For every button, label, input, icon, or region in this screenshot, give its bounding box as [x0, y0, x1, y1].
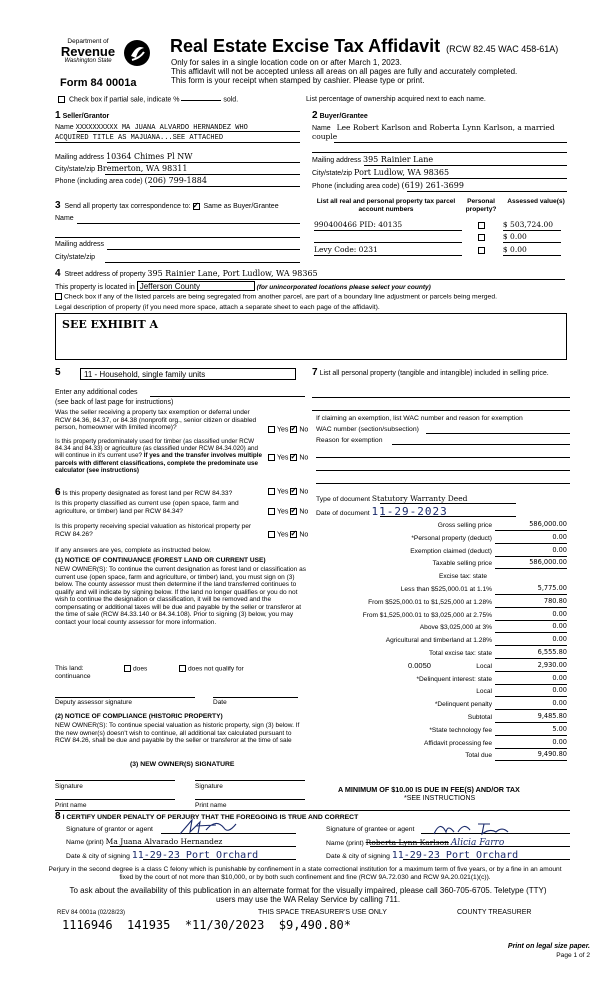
- seller-name-block: Name XXXXXXXXXX MA JUANA ALVARDO HERNANDEZ WHO ACQUIRED TITLE AS MAJUANA...SEE ATTACHED: [55, 124, 300, 143]
- calc-label: Less than $525,000.01 at 1.1%: [400, 586, 492, 593]
- q2-no-checkbox[interactable]: [290, 454, 297, 461]
- parcel-row: [314, 246, 570, 256]
- grantor-name-value: Ma Juana Alvarado Hernandez: [105, 837, 223, 846]
- grantee-date-value: 11-29-23 Port Orchard: [391, 850, 519, 861]
- form-number: Form 84 0001a: [60, 77, 137, 89]
- segregated-checkbox[interactable]: [55, 293, 62, 300]
- this-land-label: This land: continuance: [55, 665, 91, 680]
- calc-label: Affidavit processing fee: [423, 739, 492, 747]
- local-rate: 0.0050: [408, 660, 431, 670]
- street-address-value: 395 Rainier Lane, Port Ludlow, WA 98365: [147, 269, 318, 278]
- dept-line2: Revenue: [60, 44, 116, 60]
- personal-property-checkbox[interactable]: [478, 247, 485, 254]
- parcel-row: [314, 221, 570, 231]
- partial-sale-label: Check box if partial sale, indicate %: [68, 96, 180, 104]
- legal-description-label: Legal description of property (if you need more space, attach a separate sheet to each page of the affidavit).: [55, 304, 380, 311]
- correspondence-row: 3 Send all property tax correspondence to: ✓ Same as Buyer/Grantee: [55, 200, 279, 212]
- q6a-no-checkbox[interactable]: [290, 488, 297, 495]
- grantor-signature-row[interactable]: Signature of grantor or agent: [66, 826, 296, 834]
- assessed-value: $ 0.00: [503, 233, 561, 243]
- q1-no-checkbox[interactable]: [290, 426, 297, 433]
- calc-value: 0.00: [495, 739, 567, 749]
- calc-value: 0.00: [495, 636, 567, 646]
- calc-label: *State technology fee: [429, 726, 492, 734]
- street-address-row: 4 Street address of property 395 Rainier Lane, Port Ludlow, WA 98365: [55, 268, 565, 280]
- parcels-col3-header: Assessed value(s): [507, 198, 565, 205]
- minimum-due-note: A MINIMUM OF $10.00 IS DUE IN FEE(S) AND/OR TAX: [338, 785, 520, 794]
- buyer-heading: 2 Buyer/Grantee: [312, 110, 368, 121]
- grantor-date-value: 11-29-23 Port Orchard: [131, 850, 259, 861]
- certify-heading: 8 I CERTIFY UNDER PENALTY OF PERJURY THAT THE FOREGOING IS TRUE AND CORRECT: [55, 811, 359, 822]
- deputy-date-line[interactable]: Date: [213, 697, 298, 706]
- subtitle-line2: This affidavit will not be accepted unless all areas on all pages are fully and accurately completed.: [171, 67, 518, 77]
- calc-label: Agricultural and timberland at 1.28%: [385, 637, 492, 645]
- calc-value: 9,485.80: [495, 713, 567, 723]
- parcel-number: Levy Code: 0231: [314, 245, 378, 254]
- revision-code: REV 84 0001a (02/28/23): [57, 910, 126, 916]
- calc-label: From $525,000.01 to $1,525,000 at 1.28%: [368, 598, 492, 606]
- assessed-value: $ 503,724.00: [503, 221, 561, 231]
- claim-exemption-label: If claiming an exemption, list WAC number and reason for exemption: [316, 415, 523, 422]
- dor-swirl-icon: [122, 38, 152, 68]
- exemption-question: Was the seller receiving a property tax exemption or deferral under RCW 84.36, 84.37, or 84.38 (nonprofit org., senior citizen or disabled person, homeowner with limited income)?: [55, 409, 257, 432]
- calc-value: 780.80: [495, 598, 567, 608]
- additional-codes-row: Enter any additional codes: [55, 389, 305, 397]
- historic-question: Is this property receiving special valuation as historical property per RCW 84.26?: [55, 523, 252, 538]
- same-as-buyer-checkbox[interactable]: [193, 203, 200, 210]
- treasurer-stamp: 1116946 141935 *11/30/2023 $9,490.80*: [62, 918, 351, 932]
- grantee-date-row: Date & city of signing 11-29-23 Port Orchard: [326, 850, 570, 860]
- partial-sale-row: [58, 96, 238, 104]
- deputy-signature-line[interactable]: Deputy assessor signature: [55, 697, 195, 706]
- perjury-notice: Perjury in the second degree is a class C felony which is punishable by confinement in a state correctional institution for a maximum term of five years, or by a fine in an amount fixed by the court of not more than $10,000, or by both such confinement and fine (RCW 9A.72.030 and RCW 9A.20.021(1)(c)).: [48, 866, 562, 881]
- form-subtitle: [171, 58, 591, 86]
- buyer-phone-value: (619) 261-3699: [401, 181, 464, 190]
- document-type-row: Type of document Statutory Warranty Deed: [316, 495, 516, 504]
- calc-row: [312, 687, 567, 698]
- segregated-row: Check box if any of the listed parcels are being segregated from another parcel, are part of a boundary line adjustment or parcels being merged.: [55, 293, 497, 301]
- calc-row: [312, 662, 567, 673]
- see-back-note: (see back of last page for instructions): [55, 399, 174, 406]
- correspondence-mailing-row: Mailing address: [55, 241, 300, 250]
- calc-row: [312, 636, 567, 647]
- buyer-name-block: Name Lee Robert Karlson and Roberta Lynn Karlson, a married couple: [312, 124, 567, 153]
- form-rcw: (RCW 82.45 WAC 458-61A): [446, 44, 559, 54]
- county-select[interactable]: Jefferson County: [137, 281, 255, 291]
- calc-row: [312, 739, 567, 750]
- section5-num: 5: [55, 367, 61, 378]
- calc-row: [312, 623, 567, 634]
- seller-mailing-value: 10364 Chimes Pl NW: [105, 152, 193, 161]
- calc-row: [312, 713, 567, 724]
- calc-label: Total due: [465, 752, 492, 760]
- grantor-date-row: Date & city of signing 11-29-23 Port Orchard: [66, 850, 296, 860]
- calc-row: [312, 700, 567, 711]
- document-date-row: Date of document 11-29-2023: [316, 506, 516, 517]
- new-owner-sig-title: (3) NEW OWNER(S) SIGNATURE: [130, 761, 235, 768]
- grantee-signature-row[interactable]: Signature of grantee or agent: [326, 826, 570, 834]
- calc-label: Total excise tax: state: [428, 650, 492, 657]
- seller-phone-row: Phone (including area code) (206) 799-1884: [55, 176, 300, 187]
- form-title-row: [170, 36, 558, 57]
- calc-value: 0.00: [495, 547, 567, 557]
- grantor-signature-scribble: [176, 816, 246, 838]
- calc-value: 0.00: [495, 687, 567, 697]
- does-qualify-checkbox[interactable]: [124, 665, 131, 672]
- historic-yes-no: Yes ✓ No: [268, 531, 308, 539]
- qualify-options: does does not qualify for: [124, 665, 244, 673]
- seller-mailing-row: Mailing address 10364 Chimes Pl NW: [55, 152, 300, 163]
- calc-row: [312, 751, 567, 762]
- county-row: This property is located in Jefferson County (for unincorporated locations please select your county): [55, 282, 431, 291]
- notice2-body: NEW OWNER(S): To continue special valuation as historic property, sign (3) below. If the new owner(s) doesn't wish to continue, all additional tax calculated pursuant to RCW 84.26, shall be due and payable by the seller or transferor at the time of sale: [55, 722, 300, 745]
- calc-row: [312, 611, 567, 622]
- exemption-yes-no: Yes ✓ No: [268, 426, 308, 434]
- buyer-mailing-value: 395 Rainier Lane: [362, 155, 434, 164]
- personal-property-checkbox[interactable]: [478, 234, 485, 241]
- calc-value: 9,490.80: [495, 751, 567, 761]
- seller-heading: 1 Seller/Grantor: [55, 110, 110, 121]
- buyer-city-value: Port Ludlow, WA 98365: [354, 168, 450, 177]
- calc-label: Local: [476, 688, 492, 696]
- grantee-signature-scribble: [430, 818, 520, 838]
- notice1-body: NEW OWNER(S): To continue the current designation as forest land or classification as current use (open space, farm and agriculture, or timber) land, you must sign on (3) below. The county assessor must then determine if the land transferred continues to qualify and will indicate by signing below. If the land no longer qualifies or you do not wish to continue the designation or classification, it will be removed and the compensating or additional taxes will be due and payable by the seller or transferor at the time of sale (RCW 84.33.140 or 84.34.108). Prior to signing (3) below, you may contact your local county assessor for more information.: [55, 566, 306, 626]
- calc-value: 586,000.00: [495, 559, 567, 569]
- calc-value: 2,930.00: [495, 662, 567, 672]
- subtitle-line1: Only for sales in a single location code on or after March 1, 2023.: [171, 58, 402, 67]
- notice1-title: (1) NOTICE OF CONTINUANCE (FOREST LAND OR CURRENT USE): [55, 557, 266, 564]
- legal-description-value: SEE EXHIBIT A: [62, 318, 158, 331]
- page-number: Page 1 of 2: [556, 952, 590, 959]
- calc-label: *Delinquent penalty: [434, 701, 492, 709]
- partial-sale-sold: sold.: [223, 96, 239, 104]
- buyer-phone-row: Phone (including area code) (619) 261-3699: [312, 181, 567, 192]
- q6a-yes-checkbox[interactable]: [268, 488, 275, 495]
- seller-city-value: Bremerton, WA 98311: [97, 164, 188, 173]
- document-type-value: Statutory Warranty Deed: [371, 494, 468, 503]
- see-instructions-note: *SEE INSTRUCTIONS: [404, 795, 476, 802]
- owner-print-name-label[interactable]: Print name: [55, 802, 87, 809]
- calc-row: [312, 726, 567, 737]
- subtitle-line3: This form is your receipt when stamped by cashier. Please type or print.: [171, 76, 425, 86]
- owner-print-name-label-2[interactable]: Print name: [195, 802, 227, 809]
- seller-phone-value: (206) 799-1884: [144, 176, 207, 185]
- forest-yes-no: Yes ✓ No: [268, 488, 308, 496]
- document-date-value: 11-29-2023: [371, 505, 448, 518]
- parcels-col1-header: List all real and personal property tax parcel account numbers: [316, 198, 456, 213]
- owner-signature-label-2[interactable]: Signature: [195, 783, 223, 790]
- calc-value: 5.00: [495, 726, 567, 736]
- calc-row: [312, 649, 567, 660]
- dept-line1: Department of: [67, 38, 109, 45]
- current-use-question: Is this property classified as current use (open space, farm and agriculture, or timber) land per RCW 84.34?: [55, 500, 239, 515]
- form-title: Real Estate Excise Tax Affidavit: [170, 36, 441, 56]
- calc-value: 0.00: [495, 623, 567, 633]
- calc-label: Local: [476, 662, 492, 670]
- q6c-no-checkbox[interactable]: [290, 531, 297, 538]
- current-use-yes-no: Yes ✓ No: [268, 508, 308, 516]
- seller-name-value: XXXXXXXXXX MA JUANA ALVARDO HERNANDEZ WHO: [75, 124, 248, 132]
- dor-logo: [58, 38, 118, 65]
- personal-property-list: 7 List all personal property (tangible and intangible) included in selling price.: [312, 367, 549, 378]
- alternate-format-notice: To ask about the availability of this publication in an alternate format for the visually impaired, please call 360-705-6705. Teletype (TTY) users may use the WA Relay Service by calling 711.: [69, 886, 547, 905]
- calc-label: Gross selling price: [437, 522, 492, 529]
- grantee-name-struck: Roberta Lynn Karlson: [365, 838, 449, 847]
- parcel-row: [314, 233, 570, 243]
- buyer-name-value: Lee Robert Karlson and Roberta Lynn Karlson, a married couple: [312, 123, 555, 142]
- calc-value: 5,775.00: [495, 585, 567, 595]
- calc-value: 0.00: [495, 675, 567, 685]
- calc-label: Exemption claimed (deduct): [410, 547, 492, 555]
- timber-yes-no: Yes ✓ No: [268, 454, 308, 462]
- reason-exemption-row: Reason for exemption: [316, 437, 570, 445]
- calc-label: *Personal property (deduct): [411, 534, 492, 542]
- timber-question: Is this property predominately used for timber (as classified under RCW 84.34 and 84.33) or agriculture (as classified under RCW 84.34.020) and will continue in it's current use? If yes and the transfer involves multiple parcels with different classifications, complete the predominate use calculator (see instructions): [55, 438, 262, 474]
- ownership-note: List percentage of ownership acquired next to each name.: [306, 96, 486, 103]
- calc-label: *Delinquent interest: state: [416, 675, 492, 683]
- forest-land-question: 6 Is this property designated as forest land per RCW 84.33?: [55, 487, 233, 498]
- personal-property-checkbox[interactable]: [478, 222, 485, 229]
- calc-row: [312, 547, 567, 558]
- calc-label: From $1,525,000.01 to $3,025,000 at 2.75%: [362, 611, 492, 619]
- q2-yes-checkbox[interactable]: [268, 454, 275, 461]
- q6b-no-checkbox[interactable]: [290, 508, 297, 515]
- grantor-name-row: Name (print) Ma Juana Alvarado Hernandez: [66, 838, 296, 847]
- wac-number-row: WAC number (section/subsection): [316, 426, 570, 434]
- parcel-number: 990400466 PID: 40135: [314, 220, 403, 229]
- calc-row: [312, 572, 567, 583]
- seller-name-value2: ACQUIRED TITLE AS MAJUANA...SEE ATTACHED: [55, 134, 224, 143]
- calc-label: Above $3,025,000 at 3%: [419, 624, 492, 632]
- parcels-col2-header: Personal property?: [465, 198, 497, 213]
- notice2-title: (2) NOTICE OF COMPLIANCE (HISTORIC PROPERTY): [55, 713, 223, 720]
- correspondence-name-row: Name: [55, 215, 300, 238]
- calc-row: [312, 521, 567, 532]
- grantee-name-row: Name (print) Roberta Lynn Karlson Alicia Farro: [326, 838, 570, 847]
- buyer-city-row: City/state/zip Port Ludlow, WA 98365: [312, 168, 567, 179]
- county-hint: (for unincorporated locations please select your county): [256, 284, 431, 291]
- owner-signature-label[interactable]: Signature: [55, 783, 83, 790]
- use-code-select[interactable]: 11 - Household, single family units: [80, 368, 296, 380]
- q1-yes-checkbox[interactable]: [268, 426, 275, 433]
- q6b-yes-checkbox[interactable]: [268, 508, 275, 515]
- calc-row: [312, 534, 567, 545]
- calc-row: [312, 585, 567, 596]
- grantee-name-handwritten: Alicia Farro: [450, 838, 505, 848]
- calc-value: 586,000.00: [495, 521, 567, 531]
- does-not-qualify-checkbox[interactable]: [179, 665, 186, 672]
- calc-label: Subtotal: [467, 714, 492, 721]
- calc-label: Taxable selling price: [432, 560, 492, 568]
- treasurer-use-only: THIS SPACE TREASURER'S USE ONLY: [258, 909, 387, 916]
- calc-value: 0.00: [495, 534, 567, 544]
- legal-description-box[interactable]: [55, 313, 567, 360]
- if-yes-note: If any answers are yes, complete as instructed below.: [55, 547, 212, 554]
- buyer-mailing-row: Mailing address 395 Rainier Lane: [312, 155, 567, 166]
- seller-city-row: City/state/zip Bremerton, WA 98311: [55, 164, 300, 175]
- calc-value: 0.00: [495, 700, 567, 710]
- county-treasurer: COUNTY TREASURER: [457, 909, 532, 916]
- calc-label: Excise tax: state: [438, 573, 487, 581]
- q6c-yes-checkbox[interactable]: [268, 531, 275, 538]
- calc-row: [312, 559, 567, 570]
- legal-paper-note: Print on legal size paper.: [507, 943, 590, 950]
- calc-value: 0.00: [495, 611, 567, 621]
- calc-row: [312, 675, 567, 686]
- dept-line3: Washington State: [64, 58, 112, 65]
- calc-row: [312, 598, 567, 609]
- correspondence-city-row: City/state/zip: [55, 254, 300, 263]
- assessed-value: $ 0.00: [503, 246, 561, 256]
- partial-sale-checkbox[interactable]: [58, 96, 65, 103]
- calc-value: 6,555.80: [495, 649, 567, 659]
